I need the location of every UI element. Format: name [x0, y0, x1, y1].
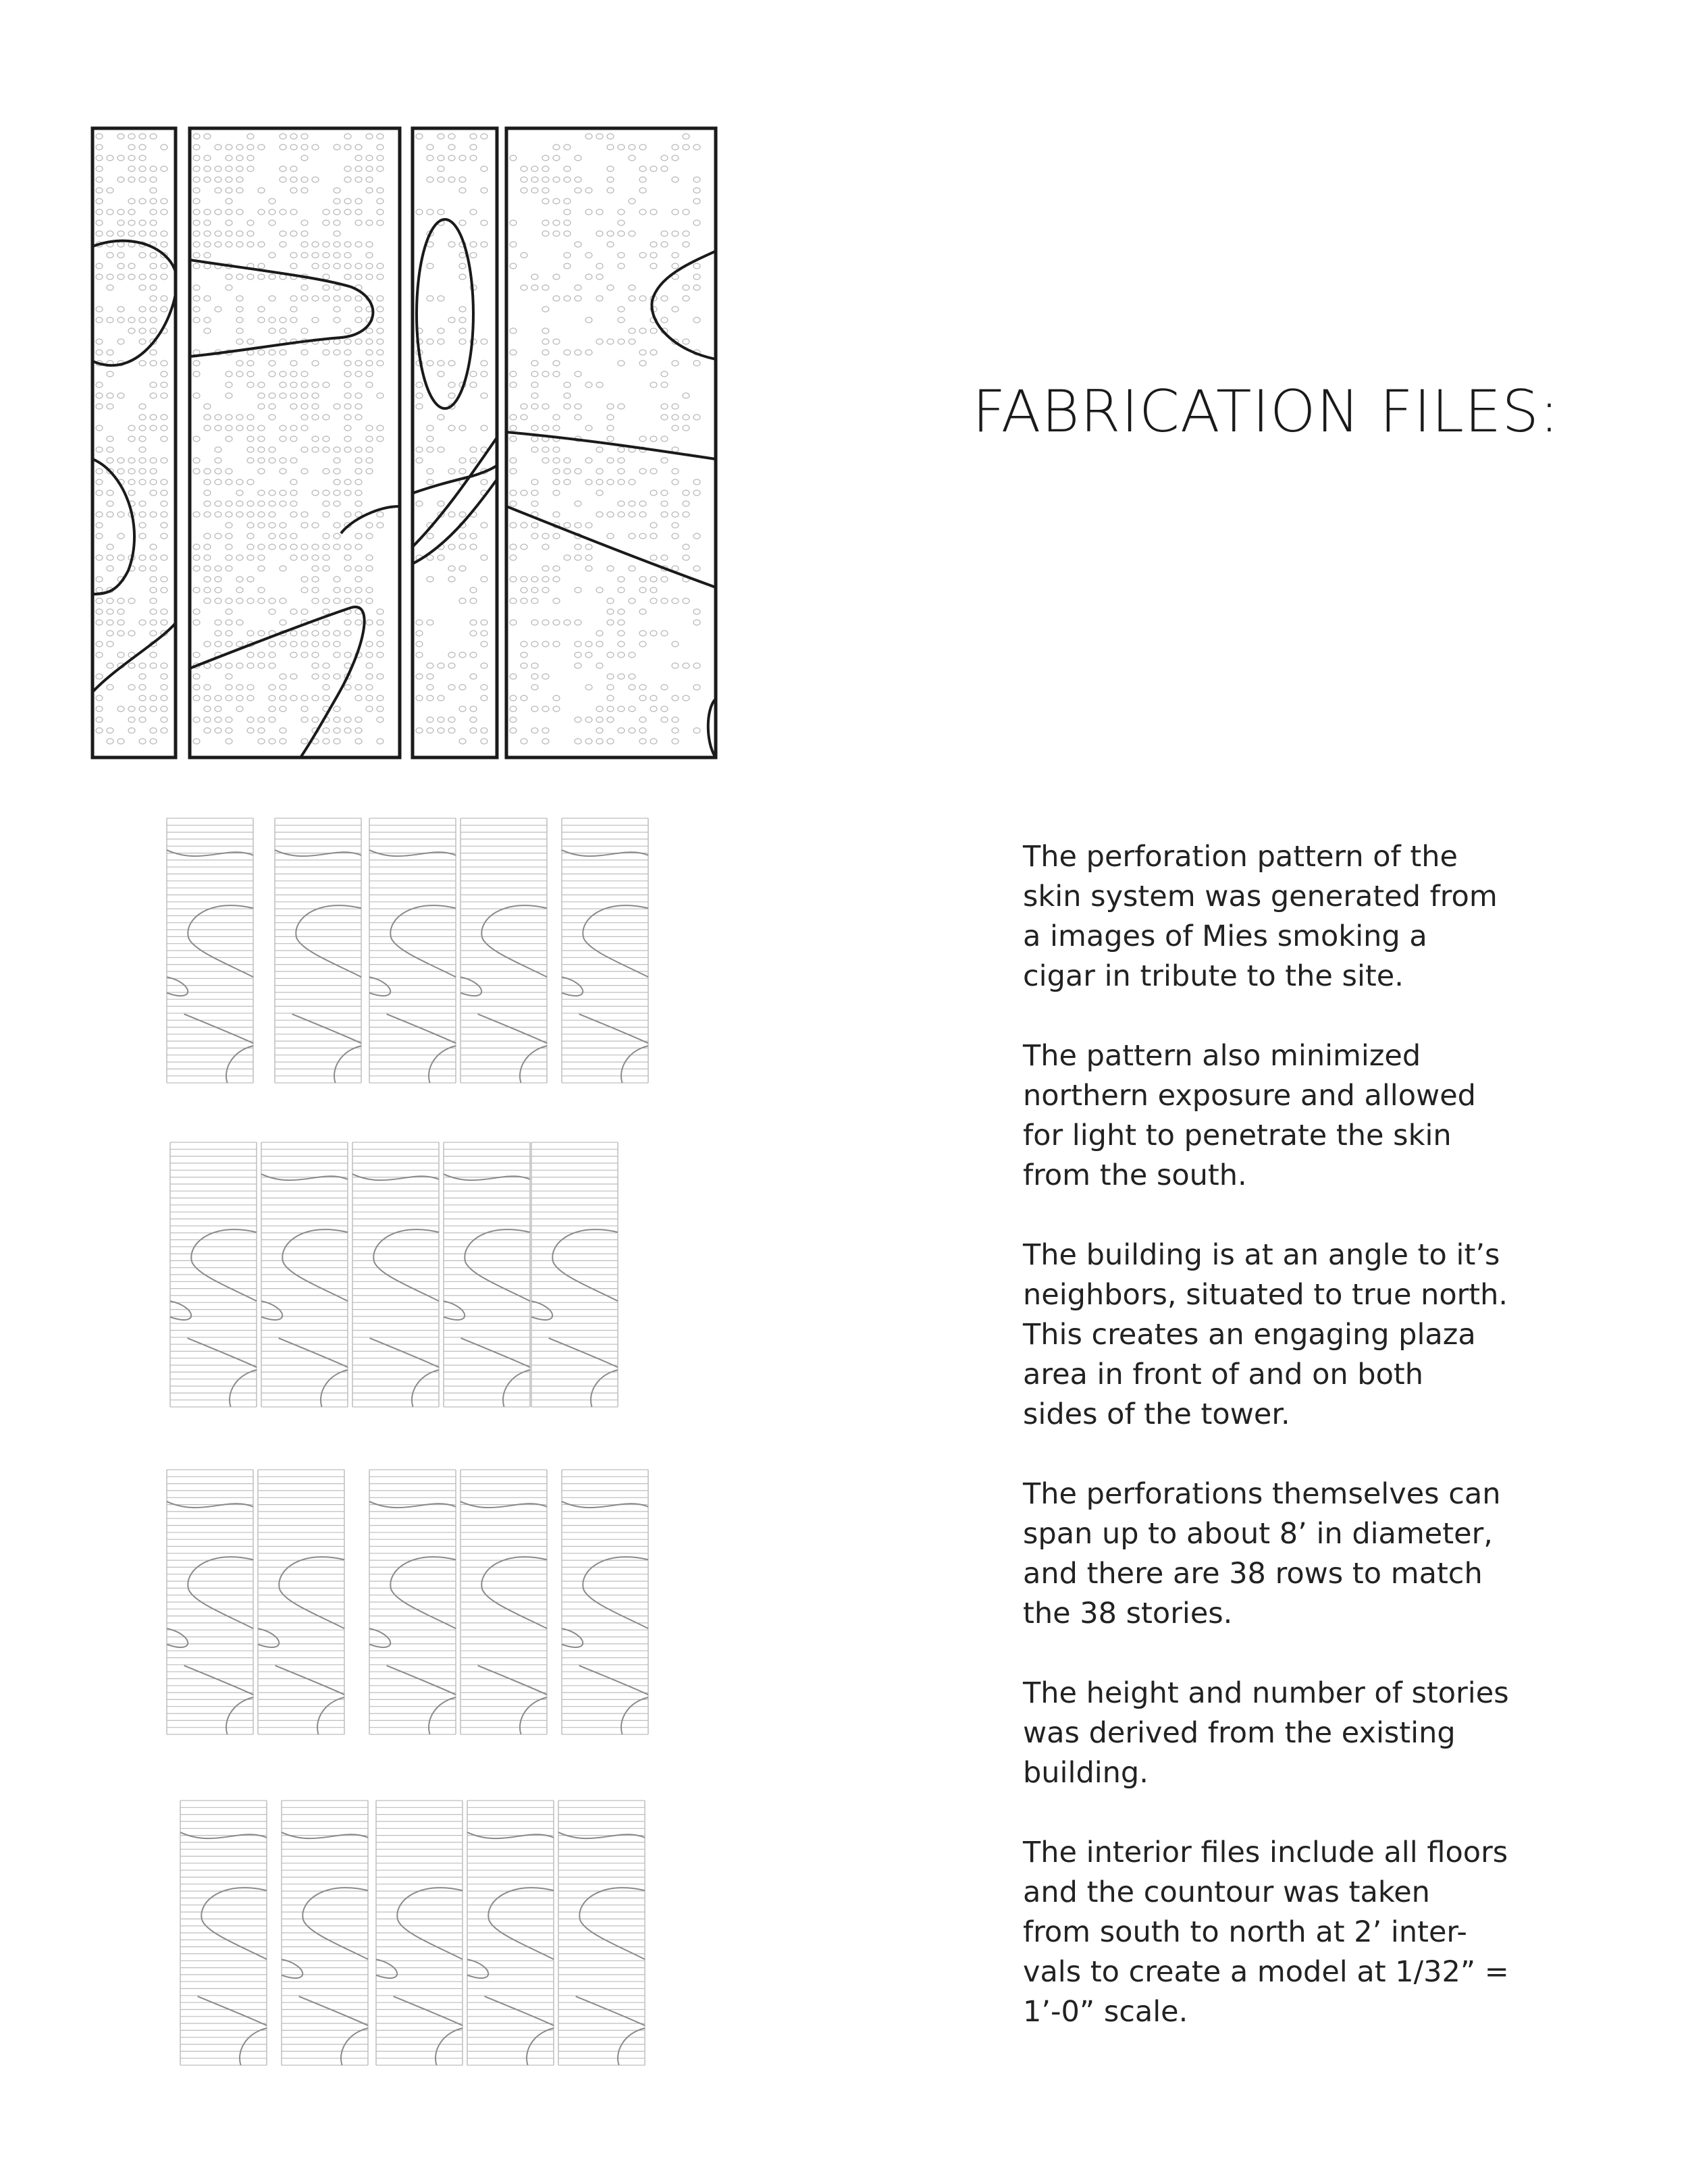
sheet-contour — [481, 905, 547, 977]
facade-panel-elevation — [0, 0, 743, 776]
description-column — [1023, 837, 1536, 2072]
sheet-contour — [341, 2028, 368, 2065]
sheet-contour — [583, 1557, 648, 1628]
sheet-contour — [369, 1628, 390, 1647]
fabrication-sheet — [531, 1142, 618, 1407]
fabrication-sheet — [562, 818, 648, 1083]
sheet-contour — [390, 905, 456, 977]
page-title: FABRICATION FILES: — [972, 378, 1560, 446]
sheet-contour — [527, 2028, 554, 2065]
sheet-contour — [621, 1046, 648, 1083]
fabrication-sheet — [467, 1801, 554, 2065]
sheet-contour — [579, 1014, 648, 1043]
paragraph-line: from south to north at 2’ inter- — [1023, 1915, 1467, 1949]
sheet-contour — [488, 1888, 554, 1959]
sheet-contour — [579, 1888, 645, 1959]
oval-contour — [417, 219, 473, 408]
sheet-contour — [436, 2028, 463, 2065]
paragraph-line: was derived from the existing — [1023, 1716, 1456, 1750]
sheet-contour — [583, 905, 648, 977]
sheet-contour — [279, 1338, 348, 1367]
sheet-contour — [467, 1959, 488, 1978]
paragraph-line: The perforation pattern of the — [1023, 840, 1458, 874]
sheet-contour — [296, 905, 361, 977]
paragraph-line: The height and number of stories — [1023, 1676, 1509, 1710]
sheet-contour — [292, 1014, 361, 1043]
paragraph-line: and there are 38 rows to match — [1023, 1557, 1483, 1591]
sheet-contour — [184, 1014, 253, 1043]
fabrication-sheet — [369, 1470, 456, 1734]
sheet-contour — [549, 1338, 618, 1367]
fabrication-sheet — [282, 1801, 368, 2065]
fabrication-sheet — [460, 1470, 547, 1734]
paragraph-2 — [1023, 1036, 1536, 1196]
fabrication-sheet-row — [165, 817, 654, 1088]
contour-curve — [506, 506, 716, 587]
fabrication-sheet — [460, 818, 547, 1083]
sheet-contour — [167, 977, 188, 996]
sheet-contour — [465, 1229, 530, 1301]
sheet-contour — [552, 1229, 618, 1301]
sheet-contour — [562, 977, 583, 996]
paragraph-line: the 38 stories. — [1023, 1597, 1233, 1630]
sheet-contour — [503, 1370, 530, 1407]
paragraph-line: skin system was generated from — [1023, 880, 1498, 913]
sheet-contour — [370, 1338, 439, 1367]
fabrication-sheet — [170, 1142, 257, 1407]
fabrication-sheet — [167, 818, 253, 1083]
fabrication-sheet-row — [169, 1141, 623, 1412]
sheet-contour — [562, 1628, 583, 1647]
fabrication-sheet — [180, 1801, 267, 2065]
fabrication-sheet — [562, 1470, 648, 1734]
paragraph-line: from the south. — [1023, 1158, 1247, 1192]
paragraph-line: The pattern also minimized — [1023, 1039, 1421, 1073]
sheet-contour — [373, 1229, 439, 1301]
sheet-contour — [429, 1046, 456, 1083]
sheet-contour — [618, 2028, 645, 2065]
paragraph-line: The interior files include all floors — [1023, 1836, 1508, 1869]
fabrication-sheet — [369, 818, 456, 1083]
sheet-contour — [390, 1557, 456, 1628]
sheet-contour — [282, 1959, 302, 1978]
fabrication-sheet-row — [165, 1468, 654, 1740]
sheet-contour — [591, 1370, 618, 1407]
sheet-contour — [188, 905, 253, 977]
paragraph-6 — [1023, 1833, 1536, 2032]
sheet-contour — [275, 1666, 344, 1695]
sheet-contour — [230, 1370, 257, 1407]
sheet-contour — [394, 1996, 463, 2025]
paragraph-line: span up to about 8’ in diameter, — [1023, 1517, 1493, 1551]
sheet-contour — [317, 1697, 344, 1734]
sheet-contour — [226, 1697, 253, 1734]
sheet-contour — [261, 1301, 282, 1320]
fabrication-sheet — [376, 1801, 463, 2065]
sheet-contour — [579, 1666, 648, 1695]
paragraph-5 — [1023, 1674, 1536, 1793]
contour-curve — [190, 607, 365, 757]
contour-curve — [413, 479, 497, 564]
sheet-contour — [299, 1996, 368, 2025]
sheet-contour — [184, 1666, 253, 1695]
fabrication-sheet — [352, 1142, 439, 1407]
fabrication-sheet — [261, 1142, 348, 1407]
fabrication-sheet — [258, 1470, 344, 1734]
sheet-contour — [198, 1996, 267, 2025]
fabrication-sheet — [167, 1470, 253, 1734]
sheet-contour — [302, 1888, 368, 1959]
sheet-contour — [387, 1014, 456, 1043]
contour-curve — [341, 506, 400, 533]
sheet-contour — [334, 1046, 361, 1083]
sheet-contour — [282, 1229, 348, 1301]
sheet-contour — [520, 1046, 547, 1083]
sheet-contour — [478, 1666, 547, 1695]
paragraph-line: vals to create a model at 1/32” = — [1023, 1955, 1509, 1989]
sheet-contour — [258, 1628, 279, 1647]
paragraph-line: a images of Mies smoking a — [1023, 920, 1427, 953]
fabrication-sheet — [558, 1801, 645, 2065]
sheet-contour — [478, 1014, 547, 1043]
sheet-contour — [397, 1888, 463, 1959]
sheet-contour — [201, 1888, 267, 1959]
contour-curve — [652, 251, 716, 359]
sheet-contour — [167, 1628, 188, 1647]
paragraph-line: for light to penetrate the skin — [1023, 1119, 1452, 1152]
sheet-contour — [520, 1697, 547, 1734]
fabrication-sheet — [444, 1142, 530, 1407]
paragraph-line: 1’-0” scale. — [1023, 1995, 1188, 2029]
sheet-contour — [188, 1338, 257, 1367]
paragraph-1 — [1023, 837, 1536, 996]
paragraph-line: neighbors, situated to true north. — [1023, 1278, 1508, 1312]
sheet-contour — [279, 1557, 344, 1628]
paragraph-line: cigar in tribute to the site. — [1023, 959, 1404, 993]
paragraph-line: The building is at an angle to it’s — [1023, 1238, 1500, 1272]
paragraph-line: The perforations themselves can — [1023, 1477, 1501, 1511]
sheet-contour — [461, 1338, 530, 1367]
paragraph-line: area in front of and on both — [1023, 1358, 1424, 1391]
sheet-contour — [621, 1697, 648, 1734]
sheet-contour — [576, 1996, 645, 2025]
perforation-pattern — [193, 134, 384, 744]
sheet-contour — [531, 1301, 552, 1320]
paragraph-3 — [1023, 1235, 1536, 1435]
perforation-pattern — [416, 134, 487, 744]
perforation-pattern — [510, 134, 700, 744]
sheet-contour — [188, 1557, 253, 1628]
sheet-contour — [429, 1697, 456, 1734]
fabrication-sheet — [275, 818, 361, 1083]
contour-curve — [341, 439, 505, 533]
sheet-contour — [481, 1557, 547, 1628]
perforation-pattern — [96, 134, 167, 744]
sheet-contour — [387, 1666, 456, 1695]
fabrication-sheet-row — [179, 1799, 650, 2071]
paragraph-line: and the countour was taken — [1023, 1875, 1430, 1909]
sheet-contour — [240, 2028, 267, 2065]
sheet-contour — [191, 1229, 257, 1301]
sheet-contour — [460, 977, 481, 996]
paragraph-line: northern exposure and allowed — [1023, 1079, 1476, 1113]
paragraph-line: This creates an engaging plaza — [1023, 1318, 1476, 1352]
sheet-contour — [321, 1370, 348, 1407]
paragraph-line: sides of the tower. — [1023, 1397, 1290, 1431]
sheet-contour — [444, 1301, 465, 1320]
paragraph-4 — [1023, 1474, 1536, 1634]
contour-curve — [93, 241, 177, 366]
sheet-contour — [412, 1370, 439, 1407]
sheet-contour — [170, 1301, 191, 1320]
sheet-contour — [226, 1046, 253, 1083]
sheet-contour — [485, 1996, 554, 2025]
paragraph-line: building. — [1023, 1756, 1149, 1790]
sheet-contour — [376, 1959, 397, 1978]
sheet-contour — [369, 977, 390, 996]
